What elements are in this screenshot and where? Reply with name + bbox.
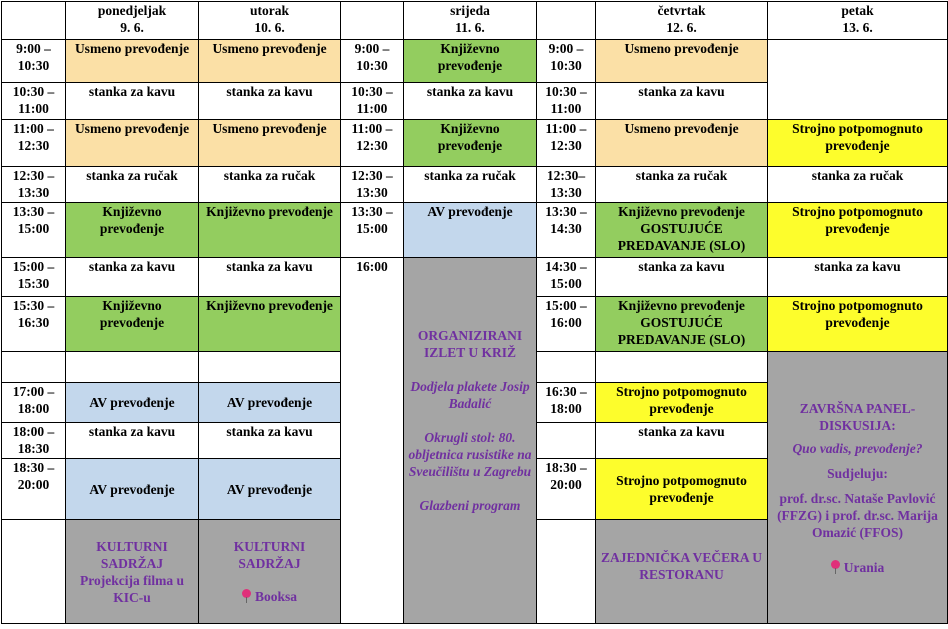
thu-time-slot: 12:30– 13:30 [537, 167, 596, 203]
break-coffee: stanka za kavu [404, 83, 537, 120]
wed-time-slot: 9:00 – 10:30 [341, 40, 404, 83]
thu-time-slot: 13:30 – 14:30 [537, 203, 596, 258]
time-slot: 18:30 – 20:00 [2, 459, 66, 520]
break-lunch: stanka za ručak [404, 167, 537, 203]
wed-time-slot: 16:00 [341, 258, 404, 624]
break-coffee: stanka za kavu [66, 423, 199, 459]
break-coffee: stanka za kavu [596, 258, 768, 297]
break-lunch: stanka za ručak [768, 167, 948, 203]
session-av: AV prevođenje [199, 459, 341, 520]
program-culture-mon [66, 520, 199, 624]
time-slot: 15:00 – 15:30 [2, 258, 66, 297]
schedule-table [1, 1, 948, 624]
trip-item: Dodjela plakete Josip Badalić [410, 379, 530, 411]
empty-cell [537, 520, 596, 624]
corner-cell [2, 2, 66, 40]
break-coffee: stanka za kavu [199, 258, 341, 297]
session-knjizevno-guest: Književno prevođenje GOSTUJUĆE PREDAVANJE (SLO) [596, 203, 768, 258]
map-pin-icon [242, 589, 251, 598]
session-usmeno: Usmeno prevođenje [66, 40, 199, 83]
session-knjizevno: Književno prevođenje [199, 203, 341, 258]
program-trip [404, 258, 537, 624]
day-header-fri: petak 13. 6. [768, 2, 948, 40]
empty-cell [66, 352, 199, 383]
session-av: AV prevođenje [66, 459, 199, 520]
break-coffee: stanka za kavu [66, 83, 199, 120]
break-coffee: stanka za kavu [199, 83, 341, 120]
session-av: AV prevođenje [66, 383, 199, 423]
empty-cell [199, 352, 341, 383]
thu-time-slot: 16:30 – 18:00 [537, 383, 596, 423]
thu-time-slot: 15:00 – 16:00 [537, 297, 596, 352]
session-knjizevno-guest: Književno prevođenje GOSTUJUĆE PREDAVANJE (SLO) [596, 297, 768, 352]
day-header-thu: četvrtak 12. 6. [596, 2, 768, 40]
session-strojno: Strojno potpomognuto prevođenje [596, 459, 768, 520]
time-slot: 12:30 – 13:30 [2, 167, 66, 203]
session-strojno: Strojno potpomognuto prevođenje [596, 383, 768, 423]
trip-title: ORGANIZIRANI IZLET U KRIŽ [417, 328, 523, 360]
trip-item: Okrugli stol: 80. obljetnica rusistike na Sveučilištu u Zagrebu [408, 430, 532, 479]
culture-title: KULTURNI SADRŽAJ [96, 538, 168, 571]
break-coffee: stanka za kavu [66, 258, 199, 297]
time-slot: 10:30 – 11:00 [2, 83, 66, 120]
break-coffee: stanka za kavu [596, 423, 768, 459]
thu-time-slot: 11:00 – 12:30 [537, 120, 596, 167]
session-av: AV prevođenje [199, 383, 341, 423]
panel-place: Urania [772, 559, 943, 576]
wed-time-slot: 13:30 – 15:00 [341, 203, 404, 258]
session-usmeno: Usmeno prevođenje [66, 120, 199, 167]
day-header-mon: ponedjeljak 9. 6. [66, 2, 199, 40]
panel-participants-label: Sudjeluju: [827, 465, 888, 481]
panel-participants: prof. dr.sc. Nataše Pavlović (FFZG) i prof. dr.sc. Marija Omazić (FFOS) [777, 490, 938, 540]
empty-cell [537, 423, 596, 459]
program-dinner [596, 520, 768, 624]
empty-cell [596, 352, 768, 383]
empty-cell [537, 352, 596, 383]
panel-title: ZAVRŠNA PANEL-DISKUSIJA: [799, 400, 916, 433]
fri-empty-cell [768, 40, 948, 120]
thu-time-slot: 10:30 –11:00 [537, 83, 596, 120]
culture-desc: Projekcija filma u KIC-u [80, 572, 184, 605]
map-pin-icon [831, 560, 840, 569]
thu-time-slot: 9:00 – 10:30 [537, 40, 596, 83]
empty-cell [2, 352, 66, 383]
time-slot: 13:30 – 15:00 [2, 203, 66, 258]
session-knjizevno: Književno prevođenje [66, 203, 199, 258]
session-usmeno: Usmeno prevođenje [596, 40, 768, 83]
session-usmeno: Usmeno prevođenje [199, 40, 341, 83]
thu-time-header [537, 2, 596, 40]
thu-time-slot: 18:30 – 20:00 [537, 459, 596, 520]
session-strojno: Strojno potpomognuto prevođenje [768, 120, 948, 167]
thu-time-slot: 14:30 – 15:00 [537, 258, 596, 297]
empty-cell [2, 520, 66, 624]
session-knjizevno: Književno prevođenje [404, 120, 537, 167]
break-lunch: stanka za ručak [66, 167, 199, 203]
session-strojno: Strojno potpomognuto prevođenje [768, 297, 948, 352]
break-coffee: stanka za kavu [596, 83, 768, 120]
day-header-tue: utorak 10. 6. [199, 2, 341, 40]
session-usmeno: Usmeno prevođenje [596, 120, 768, 167]
wed-time-slot: 11:00 – 12:30 [341, 120, 404, 167]
wed-time-slot: 10:30 –11:00 [341, 83, 404, 120]
session-av: AV prevođenje [404, 203, 537, 258]
dinner-title: ZAJEDNIČKA VEČERA U RESTORANU [600, 549, 763, 582]
trip-item: Glazbeni program [419, 498, 521, 513]
time-slot: 9:00 – 10:30 [2, 40, 66, 83]
program-culture-tue [199, 520, 341, 624]
session-usmeno: Usmeno prevođenje [199, 120, 341, 167]
break-lunch: stanka za ručak [199, 167, 341, 203]
session-knjizevno: Književno prevođenje [199, 297, 341, 352]
culture-place: Booksa [203, 588, 336, 605]
time-slot: 15:30 – 16:30 [2, 297, 66, 352]
break-coffee: stanka za kavu [199, 423, 341, 459]
time-slot: 18:00 – 18:30 [2, 423, 66, 459]
break-coffee: stanka za kavu [768, 258, 948, 297]
break-lunch: stanka za ručak [596, 167, 768, 203]
culture-title: KULTURNI SADRŽAJ [233, 539, 306, 571]
session-knjizevno: Književno prevođenje [66, 297, 199, 352]
time-slot: 11:00 – 12:30 [2, 120, 66, 167]
wed-time-header [341, 2, 404, 40]
session-knjizevno: Književno prevođenje [404, 40, 537, 83]
wed-time-slot: 12:30 – 13:30 [341, 167, 404, 203]
panel-subtitle: Quo vadis, prevođenje? [792, 440, 923, 456]
time-slot: 17:00 – 18:00 [2, 383, 66, 423]
program-panel [768, 352, 948, 624]
day-header-wed: srijeda 11. 6. [404, 2, 537, 40]
session-strojno: Strojno potpomognuto prevođenje [768, 203, 948, 258]
